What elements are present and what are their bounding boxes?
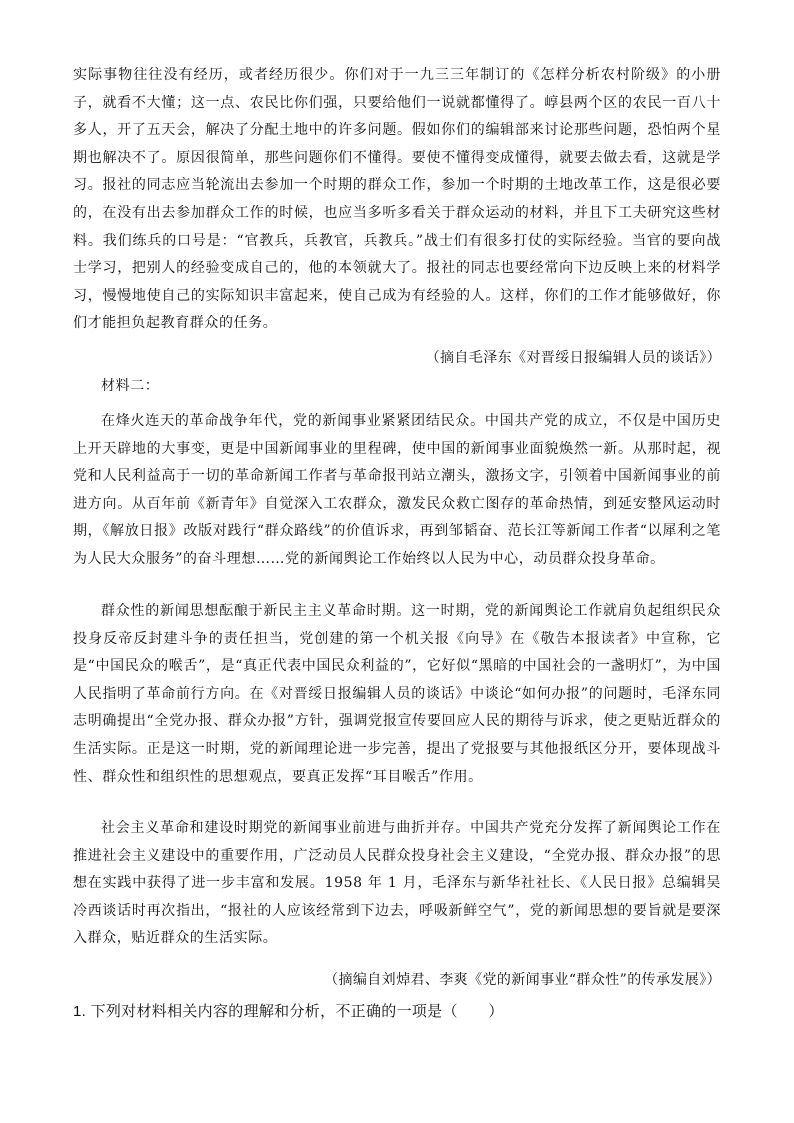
source-citation-1: （摘自毛泽东《对晋绥日报编辑人员的谈话》） xyxy=(425,350,721,366)
paragraph-material-2-1: 在烽火连天的革命战争年代，党的新闻事业紧紧团结民众。中国共产党的成立，不仅是中国历史上开天辟地的大事变，更是中国新闻事业的里程碑，使中国的新闻事业面貌焕然一新。从那时起，视党和人民利益高于一切的革命新闻工作者与革命报刊站立潮头，激扬文字，引领着中国新闻事业的前进方向。从百年前《新青年》自觉深入工农群众，激发民众救亡图存的革命热情，到延安整风运动时期，《解放日报》改版对践行“群众路线”的价值诉求，再到邹韬奋、范长江等新闻工作者“以犀利之笔为人民大众服务”的奋斗理想……党的新闻舆论工作始终以人民为中心，动员群众投身革命。 xyxy=(73,413,721,567)
paragraph-material-2-3: 社会主义革命和建设时期党的新闻事业前进与曲折并存。中国共产党充分发挥了新闻舆论工作在推进社会主义建设中的重要作用，广泛动员人民群众投身社会主义建设，“全党办报、群众办报”的思想在实践中获得了进一步丰富和发展。1958 年 1 月，毛泽东与新华社社长、《人民日报》总编辑吴冷西谈话时再次指出，“报社的人应该经常到下边去，呼吸新鲜空气”，党的新闻思想的要旨就是要深入群众，贴近群众的生活实际。 xyxy=(73,820,721,947)
paragraph-material-1-tail: 实际事物往往没有经历，或者经历很少。你们对于一九三三年制订的《怎样分析农村阶级》的小册子，就看不大懂；这一点、农民比你们强，只要给他们一说就都懂得了。崞县两个区的农民一百八十多人，开了五天会，解决了分配土地中的许多问题。假如你们的编辑部来讨论那些问题，恐怕两个星期也解决不了。原因很简单，那些问题你们不懂得。要使不懂得变成懂得，就要去做去看，这就是学习。报社的同志应当轮流出去参加一个时期的群众工作，参加一个时期的土地改革工作，这是很必要的，在没有出去参加群众工作的时候，也应当多听多看关于群众运动的材料，并且下工夫研究这些材料。我们练兵的口号是：“官教兵，兵教官，兵教兵。”战士们有很多打仗的实际经验。当官的要向战士学习，把别人的经验变成自己的，他的本领就大了。报社的同志也要经常向下边反映上来的材料学习，慢慢地使自己的实际知识丰富起来，使自己成为有经验的人。这样，你们的工作才能够做好，你们才能担负起教育群众的任务。 xyxy=(73,67,721,332)
question-1: 1. 下列对材料相关内容的理解和分析，不正确的一项是（ ） xyxy=(73,1003,504,1020)
material-2-label: 材料二： xyxy=(101,378,160,394)
source-citation-2: （摘编自刘焯君、李爽《党的新闻事业“群众性”的传承发展》） xyxy=(324,972,721,988)
paragraph-material-2-2: 群众性的新闻思想酝酿于新民主主义革命时期。这一时期，党的新闻舆论工作就肩负起组织民众投身反帝反封建斗争的责任担当，党创建的第一个机关报《向导》在《敬告本报读者》中宣称，它是“中国民众的喉舌”，是“真正代表中国民众利益的”，它好似“黑暗的中国社会的一盏明灯”，为中国人民指明了革命前行方向。在《对晋绥日报编辑人员的谈话》中谈论“如何办报”的问题时，毛泽东同志明确提出“全党办报、群众办报”方针，强调党报宣传要回应人民的期待与诉求，使之更贴近群众的生活实际。正是这一时期，党的新闻理论进一步完善，提出了党报要与其他报纸区分开，要体现战斗性、群众性和组织性的思想观点，要真正发挥“耳目喉舌”作用。 xyxy=(73,603,721,785)
